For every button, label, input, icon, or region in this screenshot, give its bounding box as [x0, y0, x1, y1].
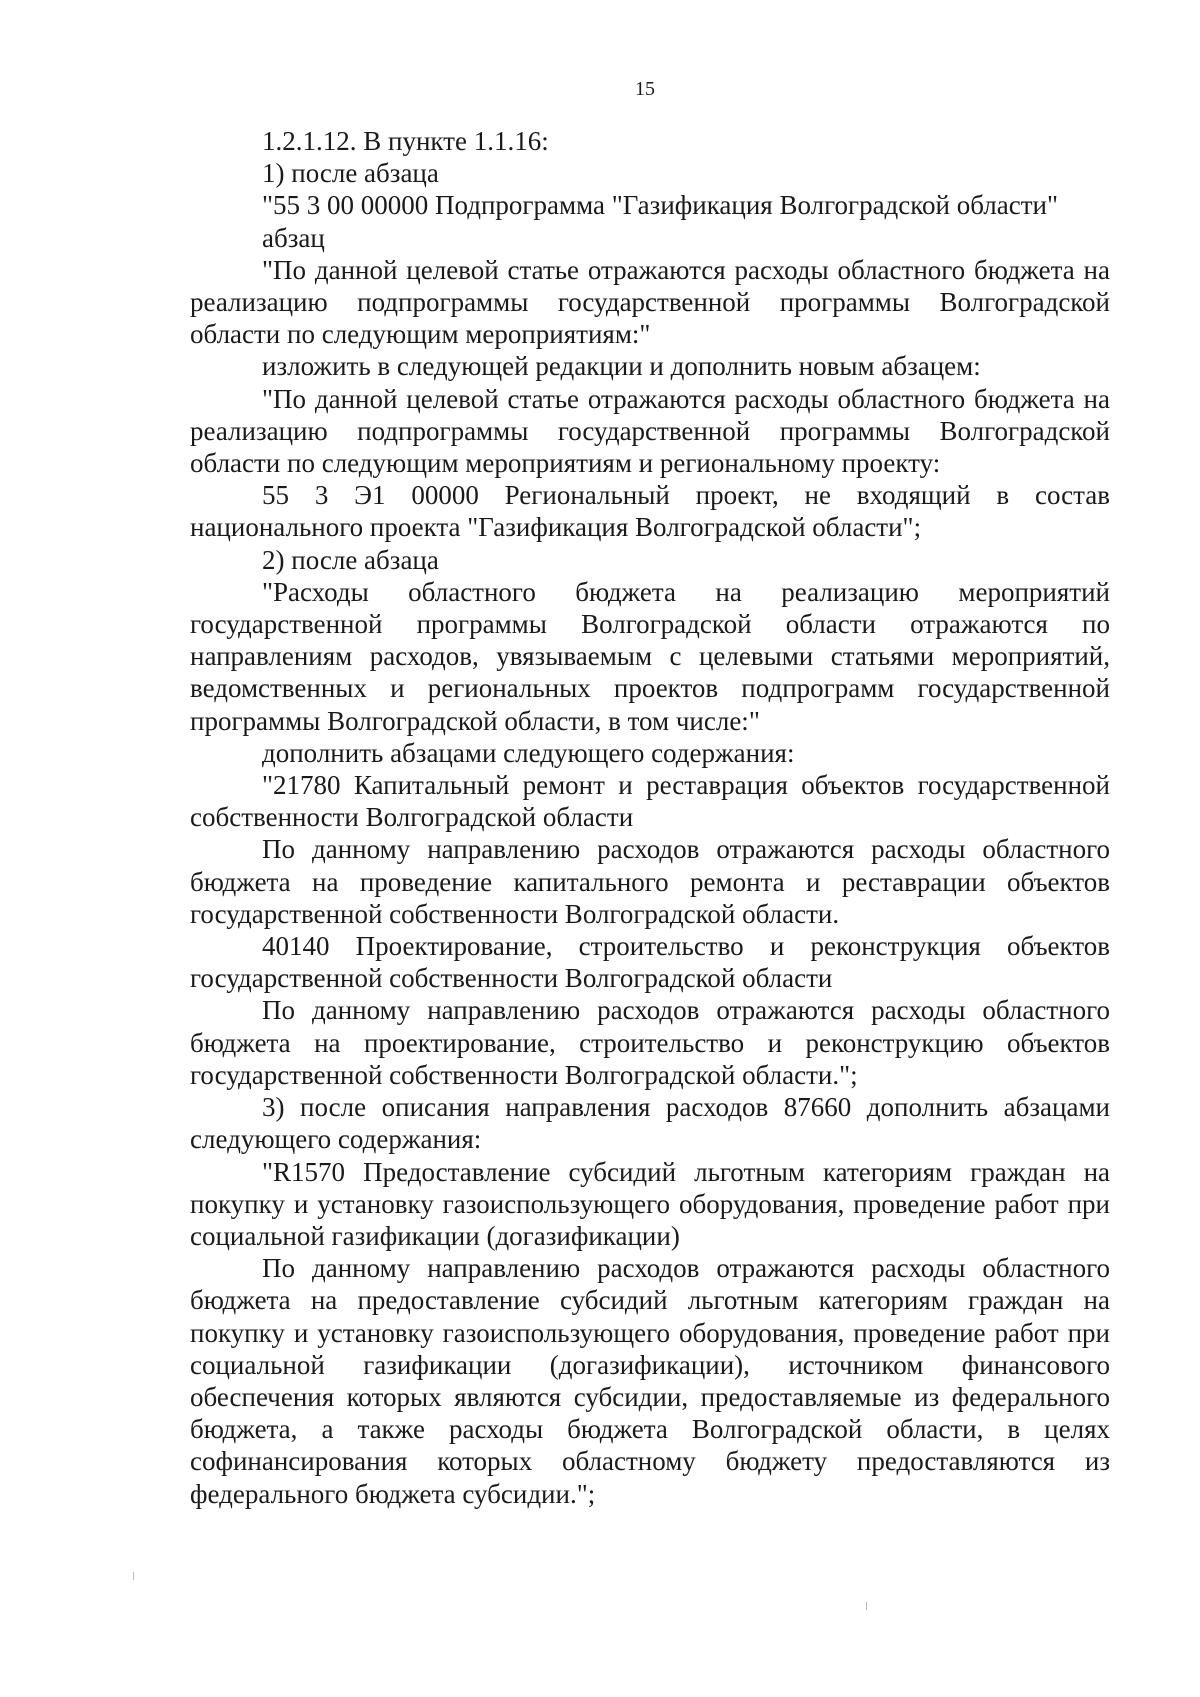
paragraph: "55 3 00 00000 Подпрограмма "Газификация Волгоградской области": [262, 190, 1058, 221]
scan-artifact: [866, 1602, 867, 1610]
paragraph: "Расходы областного бюджета на реализацию мероприятий государственной программы Волгоградской области отражаются по направлениям расходов, увязываемым с целевыми статьями мероприятий, ведомственных и региональных проектов подпрограмм государственной программы Волгоградской области, в том числе:": [190, 576, 1110, 736]
paragraph: 2) после абзаца: [262, 544, 439, 575]
paragraph: 3) после описания направления расходов 87660 дополнить абзацами следующего содержания:: [190, 1092, 1110, 1155]
document-body: [190, 125, 1110, 1510]
paragraph: 55 3 Э1 00000 Региональный проект, не входящий в состав национального проекта "Газификация Волгоградской области";: [190, 480, 1110, 543]
paragraph: По данному направлению расходов отражаются расходы областного бюджета на предоставление субсидий льготным категориям граждан на покупку и установку газоиспользующего оборудования, проведение работ при социальной газификации (догазификации), источником финансового обеспечения которых являются субсидии, предоставляемые из федерального бюджета, а также расходы бюджета Волгоградской области, в целях софинансирования которых областному бюджету предоставляются из федерального бюджета субсидии.";: [190, 1253, 1110, 1509]
paragraph: 40140 Проектирование, строительство и реконструкция объектов государственной собственности Волгоградской области: [190, 931, 1110, 994]
paragraph: дополнить абзацами следующего содержания:: [262, 737, 795, 768]
paragraph: "По данной целевой статье отражаются расходы областного бюджета на реализацию подпрограммы государственной программы Волгоградской области по следующим мероприятиям и региональному проекту:: [190, 383, 1110, 479]
paragraph: 1.2.1.12. В пункте 1.1.16:: [262, 126, 549, 156]
paragraph: 1) после абзаца: [262, 158, 439, 189]
paragraph: По данному направлению расходов отражаются расходы областного бюджета на проведение капитального ремонта и реставрации объектов государственной собственности Волгоградской области.: [190, 834, 1110, 929]
paragraph: По данному направлению расходов отражаются расходы областного бюджета на проектирование, строительство и реконструкцию объектов государственной собственности Волгоградской области.";: [190, 995, 1110, 1090]
paragraph: изложить в следующей редакции и дополнить новым абзацем:: [262, 351, 981, 382]
paragraph: "R1570 Предоставление субсидий льготным категориям граждан на покупку и установку газоиспользующего оборудования, проведение работ при социальной газификации (догазификации): [190, 1156, 1110, 1251]
page-number: 15: [635, 78, 655, 100]
paragraph: абзац: [262, 222, 325, 253]
scan-artifact: [133, 1572, 134, 1580]
paragraph: "По данной целевой статье отражаются расходы областного бюджета на реализацию подпрограммы государственной программы Волгоградской области по следующим мероприятиям:": [190, 254, 1110, 350]
paragraph: "21780 Капитальный ремонт и реставрация объектов государственной собственности Волгоградской области: [190, 770, 1110, 833]
